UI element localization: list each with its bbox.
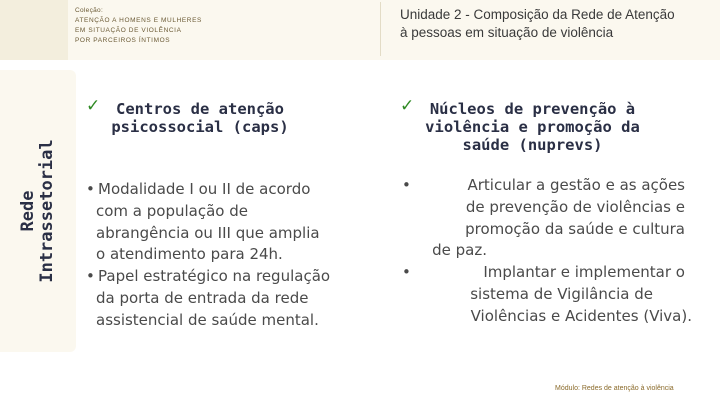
left-heading-line: psicossocial (caps) [111,118,289,136]
bullet-line: de paz. [432,241,487,260]
right-column [400,96,705,346]
bullet-line: Violências e Acidentes (Viva). [470,306,692,325]
check-icon: ✓ [400,96,415,116]
right-heading-line: violência e promoção da [425,118,640,136]
bullet-line: o atendimento para 24h. [96,245,283,264]
header-divider [380,2,381,56]
unit-title-line: à pessoas em situação de violência [400,25,614,40]
bullet-icon: • [86,180,95,198]
logo [0,0,68,60]
left-heading-line: Centros de atenção [116,100,284,118]
unit-title-line: Unidade 2 - Composição da Rede de Atenção [400,7,675,22]
bullet-line: Implantar e implementar o [483,263,685,282]
unit-title [400,6,715,42]
right-heading [410,100,655,154]
right-bullet-list [400,175,705,328]
left-heading [100,100,300,136]
footer-module-label: Módulo: Redes de atenção à violência [555,385,674,392]
list-item [86,266,381,331]
list-item [400,262,705,327]
sidebar-title [19,139,57,282]
collection-line: EM SITUAÇÃO DE VIOLÊNCIA [75,27,182,34]
collection-label: Coleção: [75,7,104,14]
bullet-line: assistencial de saúde mental. [96,310,319,329]
bullet-line: abrangência ou III que amplia [96,223,320,242]
left-column [86,96,381,346]
list-item [400,175,705,262]
bullet-line: de prevenção de violências e [465,197,685,216]
bullet-icon: • [86,267,95,286]
list-item [86,179,381,266]
collection-line: POR PARCEIROS ÍNTIMOS [75,37,171,44]
bullet-line: sistema de Vigilância de [470,284,653,303]
right-heading-line: Núcleos de prevenção à [429,100,636,118]
bullet-line: Modalidade I ou II de acordo [98,180,311,198]
sidebar-title-line: Rede [18,190,38,232]
right-heading-line: saúde (nuprevs) [462,136,603,154]
bullet-line: Articular a gestão e as ações [467,176,685,194]
check-icon: ✓ [86,96,101,116]
collection-line: ATENÇÃO A HOMENS E MULHERES [75,17,202,24]
bullet-line: com a população de [96,201,248,220]
collection-info [75,7,295,46]
bullet-icon: • [402,176,411,194]
bullet-line: promoção da saúde e cultura [465,219,685,238]
bullet-line: da porta de entrada da rede [96,288,309,307]
bullet-icon: • [402,263,411,282]
left-bullet-list [86,179,381,332]
bullet-line: Papel estratégico na regulação [98,267,331,286]
sidebar-title-line: Intrassetorial [37,139,57,283]
